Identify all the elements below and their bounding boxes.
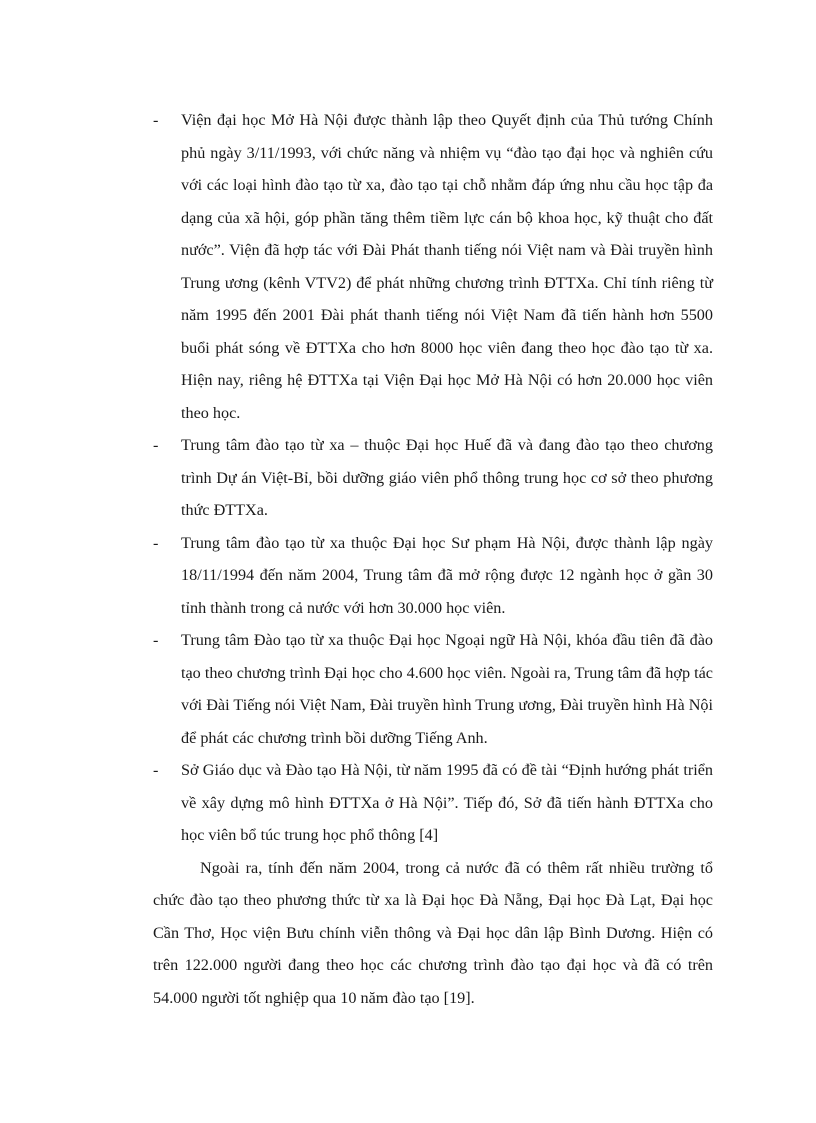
document-body (153, 104, 713, 1014)
bullet-dash: - (153, 631, 159, 649)
list-item-text: Sở Giáo dục và Đào tạo Hà Nội, từ năm 1995 đã có đề tài “Định hướng phát triển về xây dựng mô hình ĐTTXa ở Hà Nội”. Tiếp đó, Sở đã tiến hành ĐTTXa cho học viên bổ túc trung học phổ thông [4] (181, 761, 713, 844)
list-item (153, 429, 713, 527)
bullet-dash: - (153, 761, 159, 779)
body-paragraph: Ngoài ra, tính đến năm 2004, trong cả nước đã có thêm rất nhiều trường tổ chức đào tạo theo phương thức từ xa là Đại học Đà Nẵng, Đại học Đà Lạt, Đại học Cần Thơ, Học viện Bưu chính viễn thông và Đại học dân lập Bình Dương. Hiện có trên 122.000 người đang theo học các chương trình đào tạo đại học và đã có trên 54.000 người tốt nghiệp qua 10 năm đào tạo [19]. (153, 858, 713, 1007)
list-item-text: Trung tâm Đào tạo từ xa thuộc Đại học Ngoại ngữ Hà Nội, khóa đầu tiên đã đào tạo theo chương trình Đại học cho 4.600 học viên. Ngoài ra, Trung tâm đã hợp tác với Đài Tiếng nói Việt Nam, Đài truyền hình Trung ương, Đài truyền hình Hà Nội để phát các chương trình bồi dưỡng Tiếng Anh. (181, 631, 713, 747)
list-item-text: Trung tâm đào tạo từ xa – thuộc Đại học Huế đã và đang đào tạo theo chương trình Dự án Việt-Bỉ, bồi dưỡng giáo viên phổ thông trung học cơ sở theo phương thức ĐTTXa. (181, 436, 713, 519)
list-item-text: Viện đại học Mở Hà Nội được thành lập theo Quyết định của Thủ tướng Chính phủ ngày 3/11/1993, với chức năng và nhiệm vụ “đào tạo đại học và nghiên cứu với các loại hình đào tạo từ xa, đào tạo tại chỗ nhằm đáp ứng nhu cầu học tập đa dạng của xã hội, góp phần tăng thêm tiềm lực cán bộ khoa học, kỹ thuật cho đất nước”. Viện đã hợp tác với Đài Phát thanh tiếng nói Việt nam và Đài truyền hình Trung ương (kênh VTV2) để phát những chương trình ĐTTXa. Chỉ tính riêng từ năm 1995 đến 2001 Đài phát thanh tiếng nói Việt Nam đã tiến hành hơn 5500 buổi phát sóng về ĐTTXa cho hơn 8000 học viên đang theo học đào tạo từ xa. Hiện nay, riêng hệ ĐTTXa tại Viện Đại học Mở Hà Nội có hơn 20.000 học viên theo học. (181, 111, 713, 422)
list-item (153, 754, 713, 852)
list-item (153, 104, 713, 429)
bullet-dash: - (153, 533, 159, 552)
list-item (153, 527, 713, 625)
bullet-dash: - (153, 111, 159, 129)
bullet-dash: - (153, 436, 159, 454)
list-item-text: Trung tâm đào tạo từ xa thuộc Đại học Sư phạm Hà Nội, được thành lập ngày 18/11/1994 đến năm 2004, Trung tâm đã mở rộng được 12 ngành học ở gần 30 tỉnh thành trong cả nước với hơn 30.000 học viên. (181, 533, 713, 617)
list-item (153, 624, 713, 754)
